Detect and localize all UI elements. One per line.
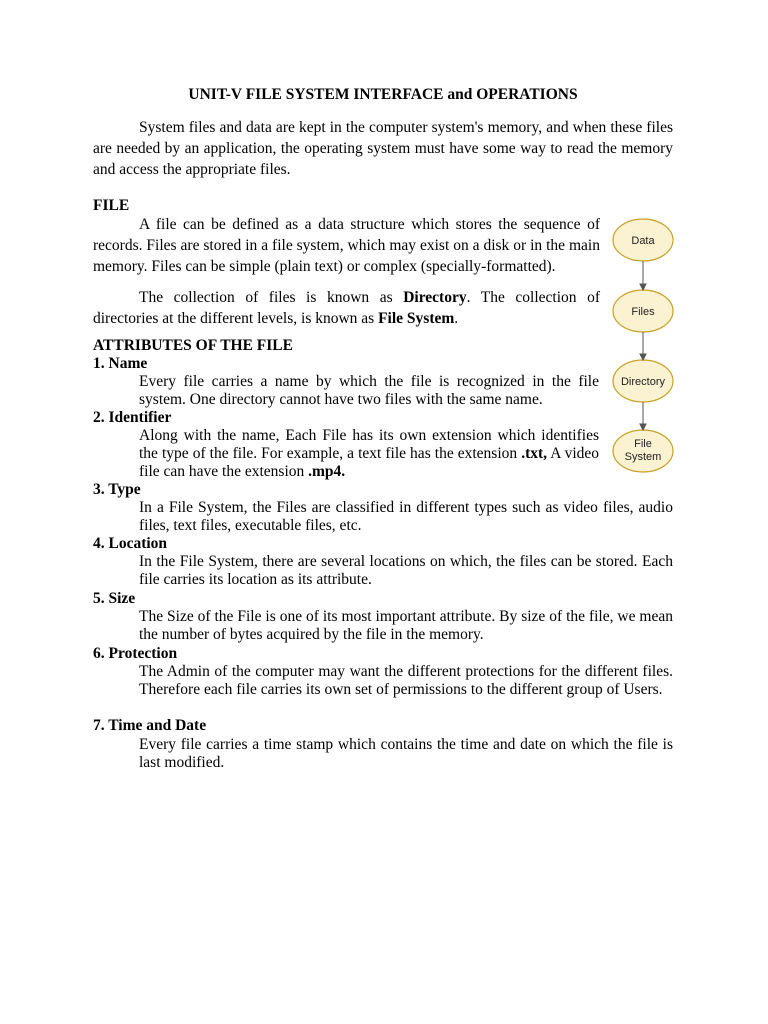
attributes-heading: ATTRIBUTES OF THE FILE [93, 337, 293, 354]
file-system-term: File System [378, 310, 455, 327]
attr-type-text: In a File System, the Files are classified in different types such as video files, audio files, text files, executable files, etc. [139, 499, 673, 534]
page-title: UNIT-V FILE SYSTEM INTERFACE and OPERATIONS [188, 86, 578, 103]
intro-paragraph: System files and data are kept in the computer system's memory, and when these files are needed by an application, the operating system must have some way to read the memory and access the appropriate files. [93, 119, 673, 178]
attr-time-title: 7. Time and Date [93, 717, 207, 734]
attr-size-title: 5. Size [93, 590, 136, 607]
file-hierarchy-diagram [606, 214, 678, 476]
attr-name-text: Every file carries a name by which the file is recognized in the file system. One directory cannot have two files with the same name. [139, 373, 599, 408]
files-node-label: Files [631, 306, 655, 318]
system-node-label: System [624, 451, 662, 463]
attr-time-text: Every file carries a time stamp which contains the time and date on which the file is last modified. [139, 736, 673, 771]
directory-term: Directory [403, 289, 467, 306]
attr-location-text: In the File System, there are several locations on which, the files can be stored. Each file carries its location as its attribute. [139, 553, 673, 588]
attr-identifier-title: 2. Identifier [93, 409, 172, 426]
attr-protection-text: The Admin of the computer may want the different protections for the different files. Therefore each file carries its own set of permissions to the different group of Users. [139, 663, 673, 698]
attr-location-title: 4. Location [93, 535, 168, 552]
attr-identifier-text: Along with the name, Each File has its own extension which identifies the type of the file. For example, a text file has the extension .txt, A video file can have the extension .mp4. [139, 427, 600, 480]
directory-node-label: Directory [620, 376, 666, 388]
data-node-label: Data [631, 235, 655, 247]
directory-paragraph: The collection of files is known as Directory. The collection of directories at the different levels, is known as File System. [93, 289, 600, 327]
file-heading: FILE [93, 197, 130, 214]
file-definition-paragraph: A file can be defined as a data structure which stores the sequence of records. Files are stored in a file system, which may exist on a disk or in the main memory. Files can be simple (plain text) or complex (specially-formatted). [93, 216, 600, 275]
attr-protection-title: 6. Protection [93, 645, 178, 662]
attr-type-title: 3. Type [93, 481, 141, 498]
file-node-label: File [634, 438, 652, 450]
attr-name-title: 1. Name [93, 355, 148, 372]
attr-size-text: The Size of the File is one of its most important attribute. By size of the file, we mean the number of bytes acquired by the file in the memory. [139, 608, 673, 643]
